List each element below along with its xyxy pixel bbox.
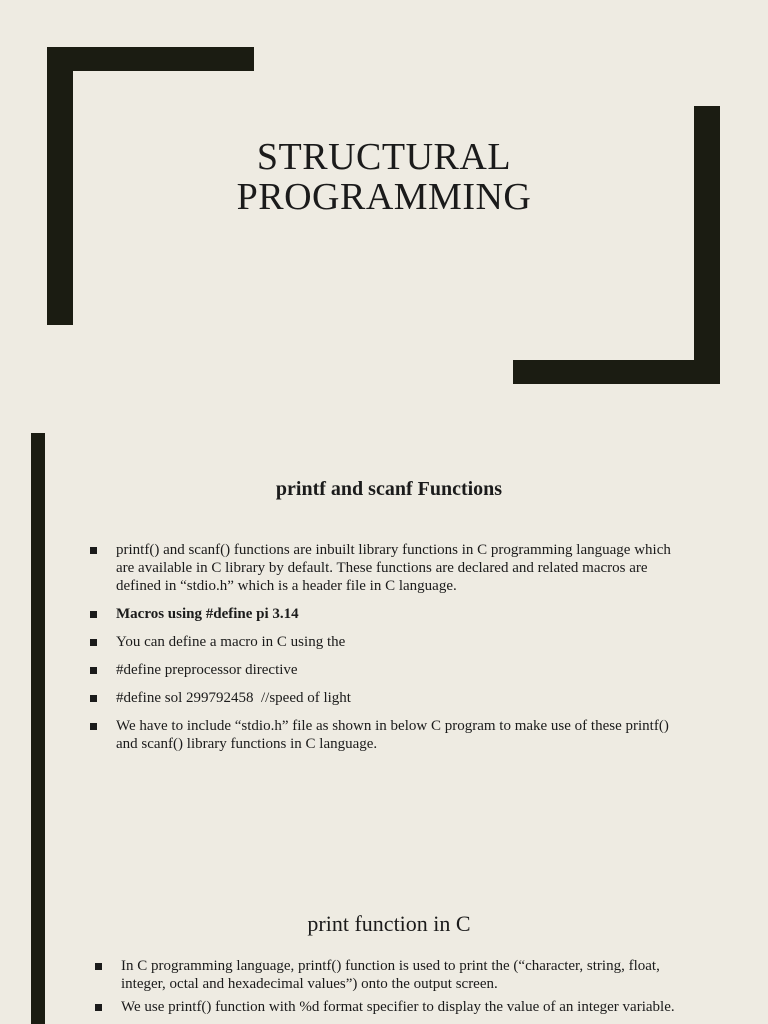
bullet-text: In C programming language, printf() function is used to print the (“character, string, float, integer, octal and hexadecimal values”) onto the output screen. (121, 958, 660, 992)
bullet-text: We have to include “stdio.h” file as shown in below C program to make use of these printf() and scanf() library functions in C language. (116, 718, 669, 752)
top-left-bracket-vertical (47, 47, 73, 325)
square-bullet-icon (90, 695, 97, 702)
square-bullet-icon (90, 667, 97, 674)
left-accent-bar (31, 433, 45, 1024)
list-item (116, 661, 676, 679)
bullet-list-print-function (121, 957, 681, 1021)
list-item (116, 689, 676, 707)
bullet-text: Macros using #define pi 3.14 (116, 606, 299, 622)
square-bullet-icon (90, 611, 97, 618)
bullet-text: #define sol 299792458 //speed of light (116, 690, 351, 706)
bullet-list-printf-scanf (116, 541, 676, 763)
list-item (116, 633, 676, 651)
bullet-text: #define preprocessor directive (116, 662, 298, 678)
list-item (116, 605, 676, 623)
slide-title-line-1: STRUCTURAL (256, 136, 512, 178)
list-item (121, 998, 681, 1016)
list-item (116, 717, 676, 753)
bullet-text: We use printf() function with %d format specifier to display the value of an integer variable. (121, 999, 675, 1015)
square-bullet-icon (95, 963, 102, 970)
bullet-text: You can define a macro in C using the (116, 634, 346, 650)
square-bullet-icon (90, 723, 97, 730)
square-bullet-icon (90, 639, 97, 646)
section-heading-printf-scanf: printf and scanf Functions (275, 478, 503, 500)
square-bullet-icon (90, 547, 97, 554)
slide-title-line-2: PROGRAMMING (236, 176, 532, 218)
top-left-bracket-horizontal (47, 47, 254, 71)
bullet-text: printf() and scanf() functions are inbuilt library functions in C programming language which are available in C library by default. These functions are declared and related macros are defined in “stdio.h” which is a header file in C language. (116, 542, 671, 594)
section-heading-print-function: print function in C (307, 911, 471, 936)
bottom-right-bracket-horizontal (513, 360, 720, 384)
square-bullet-icon (95, 1004, 102, 1011)
slide-title (150, 137, 618, 217)
bottom-right-bracket-vertical (694, 106, 720, 384)
list-item (121, 957, 681, 993)
list-item (116, 541, 676, 595)
